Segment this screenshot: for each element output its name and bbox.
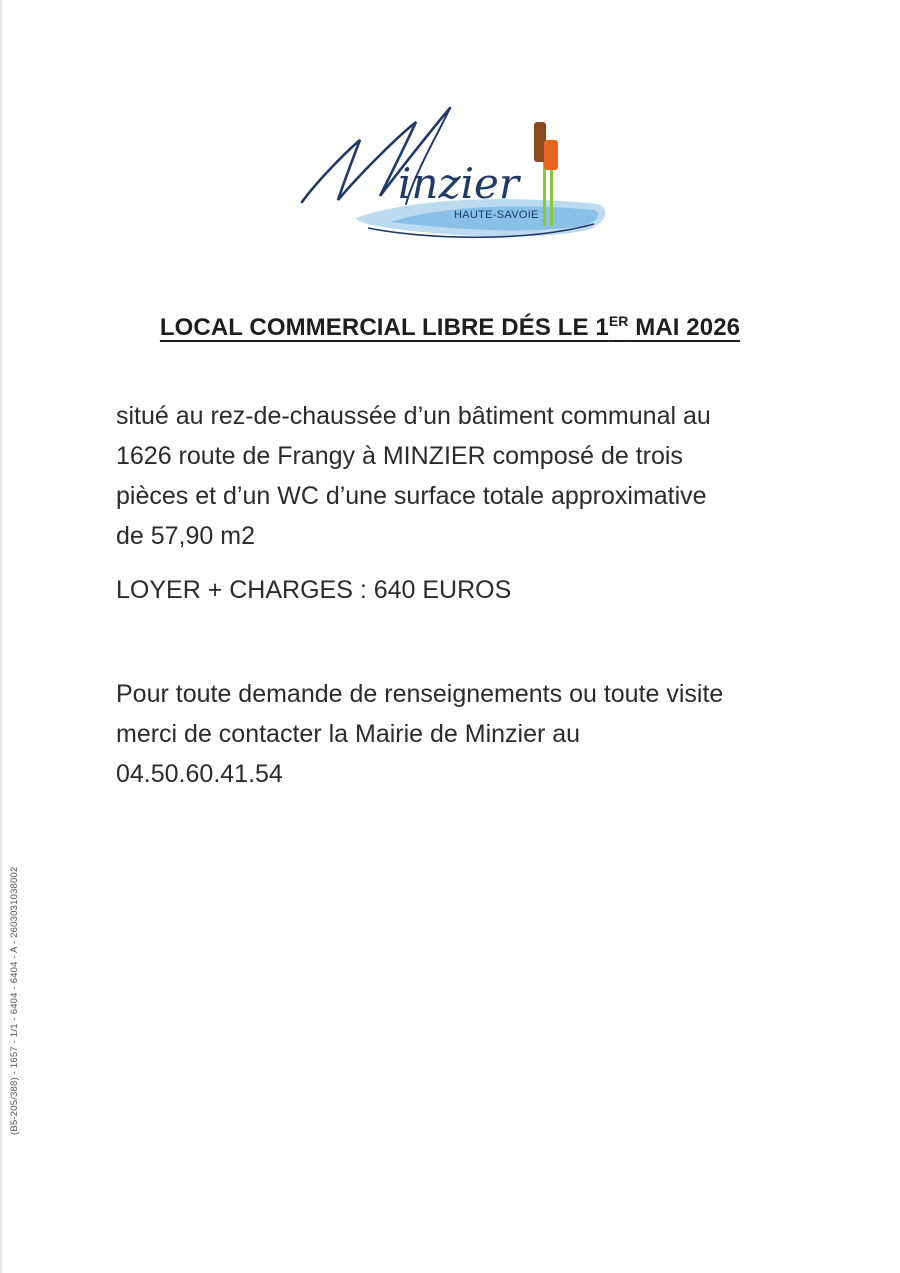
title-tail: MAI 2026 (628, 314, 741, 341)
scan-edge (0, 0, 2, 1273)
description-line: 1626 route de Frangy à MINZIER composé de trois (116, 442, 683, 470)
side-reference-code: (B5-205/388) - 1657 - 1/1 - 6404 - 6404 - A - 2603031038002 (9, 866, 20, 1135)
rent-line (116, 570, 796, 610)
description-paragraph (116, 396, 796, 556)
page-title (0, 314, 900, 342)
logo-wordmark: inzier (398, 159, 519, 208)
description-line: pièces et d’un WC d’une surface totale approximative (116, 482, 707, 510)
logo-graphic (298, 100, 618, 250)
contact-paragraph (116, 674, 796, 794)
description-line: de 57,90 m2 (116, 522, 255, 550)
contact-phone: 04.50.60.41.54 (116, 760, 283, 788)
title-superscript: ER (608, 313, 629, 329)
minzier-logo (298, 100, 618, 250)
description-line: situé au rez-de-chaussée d’un bâtiment communal au (116, 402, 711, 430)
contact-line: merci de contacter la Mairie de Minzier au (116, 720, 581, 748)
logo-region-label: HAUTE-SAVOIE (454, 209, 539, 221)
contact-line: Pour toute demande de renseignements ou toute visite (116, 680, 724, 708)
title-main: LOCAL COMMERCIAL LIBRE DÉS LE 1 (159, 314, 609, 341)
rent-text: LOYER + CHARGES : 640 EUROS (116, 576, 512, 604)
